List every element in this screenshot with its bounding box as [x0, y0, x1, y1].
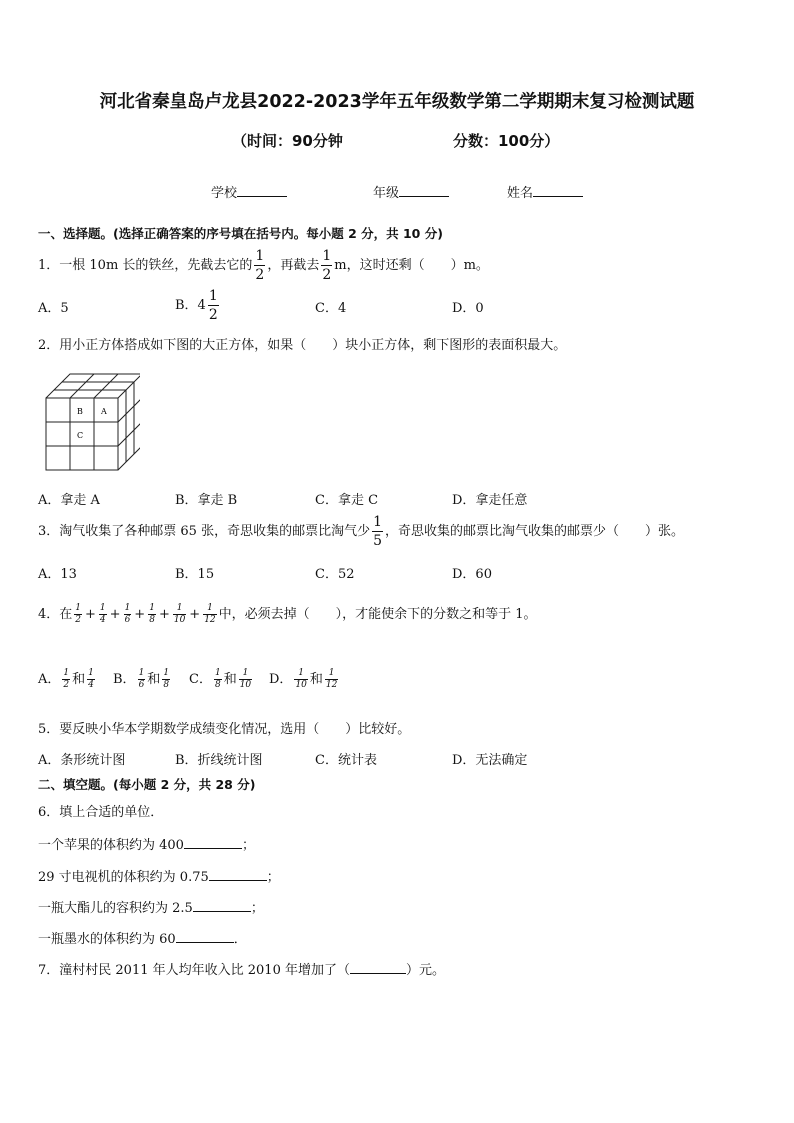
fraction: $\frac{1}{2}$ [322, 248, 332, 283]
fraction: $\frac{1}{2}$ [255, 248, 265, 283]
fraction-sum: $\frac{1}{2}$ + $\frac{1}{4}$ + $\frac{1}{6}$ + $\frac{1}{8}$ + $\frac{1}{10}$ + $\frac{1}{12}$ [75, 603, 216, 625]
q5-option-c[interactable]: C．统计表 [315, 753, 377, 768]
q3-option-c[interactable]: C．52 [315, 567, 355, 582]
fraction: $\frac{1}{6}$ [124, 603, 131, 625]
q2-option-b[interactable]: B．拿走 B [175, 493, 238, 508]
cube-label-c: C [77, 431, 84, 440]
question-2: 2．用小正方体搭成如下图的大正方体，如果（ ）块小正方体，剩下图形的表面积最大。 [38, 338, 567, 353]
fraction: $\frac{1}{2}$ [75, 603, 82, 625]
q3-option-b[interactable]: B．15 [175, 567, 215, 582]
question-3: 3．淘气收集了各种邮票 65 张，奇思收集的邮票比淘气少 $\frac{1}{5}$ ，奇思收集的邮票比淘气收集的邮票少（ ）张。 [38, 514, 685, 549]
grade-field[interactable]: 年级 [373, 182, 449, 201]
fraction: $\frac{1}{8}$ [214, 668, 221, 690]
q1-option-b[interactable]: B．4 $\frac{1}{2}$ [175, 288, 218, 323]
fraction: $\frac{1}{10}$ [239, 668, 252, 690]
q1-option-d[interactable]: D．0 [452, 301, 484, 316]
fraction: $\frac{1}{12}$ [204, 603, 216, 625]
cube-figure [44, 370, 140, 472]
fraction: $\frac{1}{10}$ [173, 603, 186, 625]
question-5: 5．要反映小华本学期数学成绩变化情况，选用（ ）比较好。 [38, 722, 411, 737]
fraction: $\frac{1}{10}$ [295, 668, 307, 690]
q4-option-a[interactable]: A． $\frac{1}{2}$ 和 $\frac{1}{4}$ [38, 668, 94, 690]
q4-option-b[interactable]: B． $\frac{1}{6}$ 和 $\frac{1}{8}$ [113, 668, 170, 690]
q5-option-a[interactable]: A．条形统计图 [38, 753, 126, 768]
q1-option-c[interactable]: C．4 [315, 301, 347, 316]
q6-blank-1[interactable]: 一个苹果的体积约为 400 ； [38, 838, 255, 853]
q1-option-a[interactable]: A．5 [38, 301, 69, 316]
q3-option-d[interactable]: D．60 [452, 567, 492, 582]
q5-option-d[interactable]: D．无法确定 [452, 753, 528, 768]
time-label: （时间：90分钟 [232, 132, 343, 150]
fraction: $\frac{1}{4}$ [88, 668, 94, 690]
q6-blank-3[interactable]: 一瓶大酯儿的容积约为 2.5 ； [38, 901, 264, 916]
fraction: $\frac{1}{2}$ [63, 668, 70, 690]
fraction: $\frac{1}{6}$ [138, 668, 145, 690]
question-7[interactable]: 7．潼村村民 2011 年人均年收入比 2010 年增加了（ ）元。 [38, 963, 445, 978]
q6-blank-4[interactable]: 一瓶墨水的体积约为 60 ． [38, 932, 247, 947]
school-field[interactable]: 学校 [211, 182, 287, 201]
q5-option-b[interactable]: B．折线统计图 [175, 753, 263, 768]
fraction: $\frac{1}{12}$ [325, 668, 338, 690]
name-field[interactable]: 姓名 [507, 182, 583, 201]
q2-option-c[interactable]: C．拿走 C [315, 493, 379, 508]
cube-label-b: B [77, 407, 83, 416]
cube-label-a: A [101, 407, 107, 416]
q3-option-a[interactable]: A．13 [38, 567, 77, 582]
page-title: 河北省秦皇岛卢龙县2022-2023学年五年级数学第二学期期末复习检测试题 [99, 92, 695, 112]
fraction: $\frac{1}{4}$ [99, 603, 106, 625]
q2-option-a[interactable]: A．拿走 A [38, 493, 100, 508]
fraction: $\frac{1}{5}$ [373, 514, 382, 549]
section-1-heading: 一、选择题。(选择正确答案的序号填在括号内。每小题 2 分，共 10 分) [38, 226, 443, 241]
score-label: 分数：100分） [453, 132, 560, 150]
q4-option-d[interactable]: D． $\frac{1}{10}$ 和 $\frac{1}{12}$ [269, 668, 338, 690]
fraction: $\frac{1}{8}$ [163, 668, 170, 690]
fraction: $\frac{1}{8}$ [149, 603, 155, 625]
q4-option-c[interactable]: C． $\frac{1}{8}$ 和 $\frac{1}{10}$ [189, 668, 252, 690]
q6-blank-2[interactable]: 29 寸电视机的体积约为 0.75 ； [38, 870, 280, 885]
question-4: 4．在 $\frac{1}{2}$ + $\frac{1}{4}$ + $\frac{1}{6}$ + $\frac{1}{8}$ + $\frac{1}{10}$ + $\frac{1}{12}$ 中，必须去掉（ ），才能使余下的分数之和等于 1。 [38, 603, 537, 625]
q2-option-d[interactable]: D．拿走任意 [452, 493, 528, 508]
question-1: 1．一根 10m 长的铁丝，先截去它的 $\frac{1}{2}$ ，再截去 $\frac{1}{2}$ m，这时还剩（ ）m。 [38, 248, 489, 283]
question-6: 6．填上合适的单位． [38, 805, 164, 820]
section-2-heading: 二、填空题。(每小题 2 分，共 28 分) [38, 777, 256, 792]
